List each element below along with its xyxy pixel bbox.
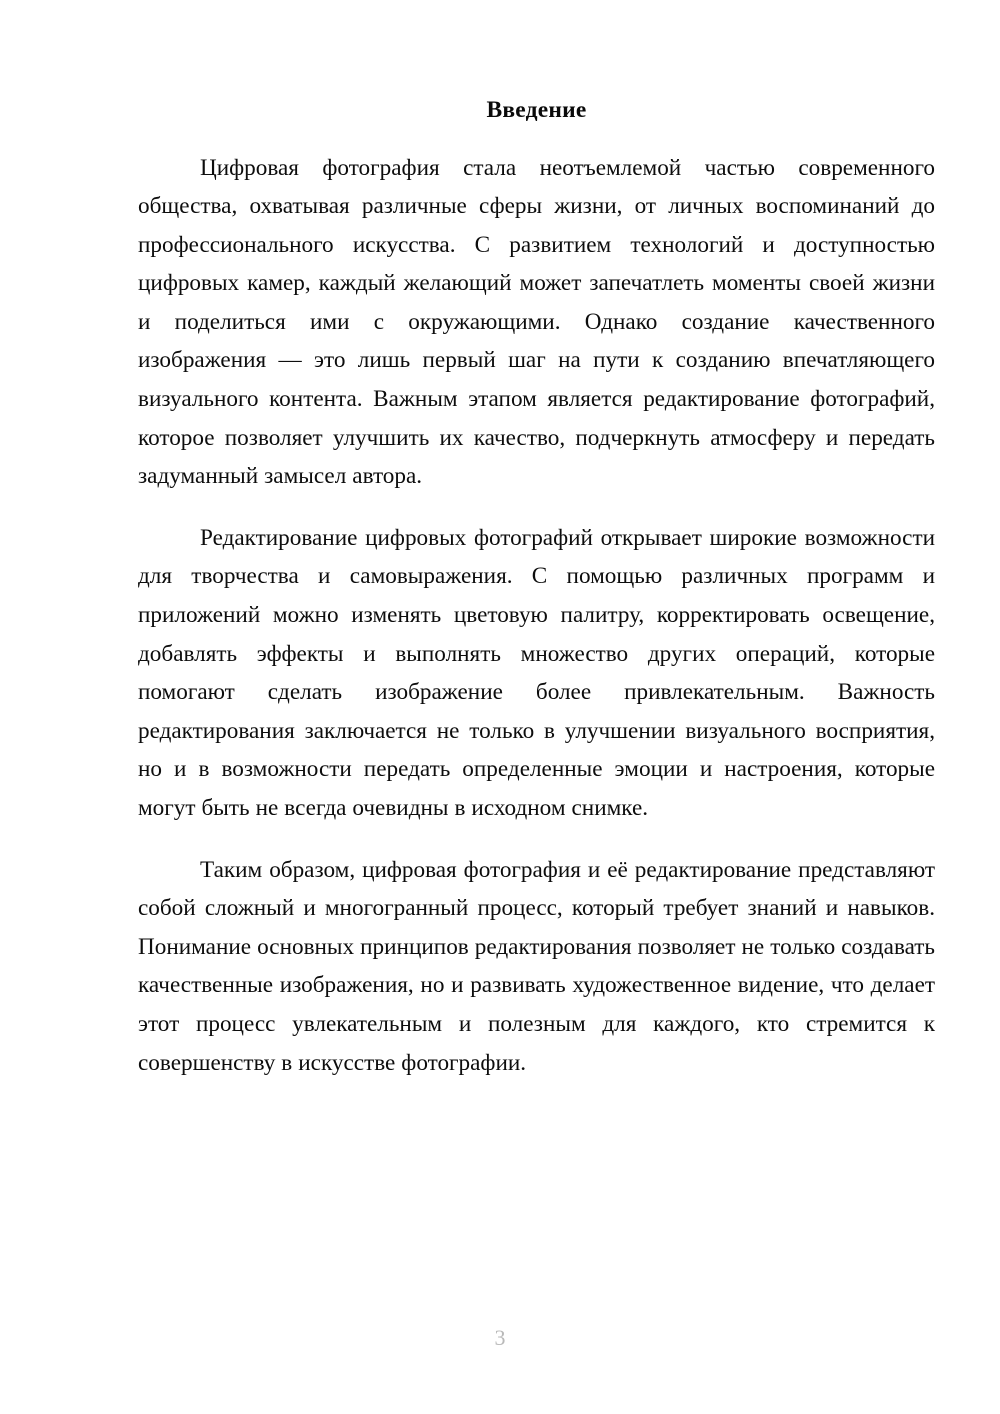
page-title: Введение xyxy=(486,97,587,123)
body-paragraph: Цифровая фотография стала неотъемлемой частью современного общества, охватывая различные сферы жизни, от личных воспоминаний до профессионального искусства. С развитием технологий и доступностью цифровых камер, каждый желающий может запечатлеть моменты своей жизни и поделиться ими с окружающими. Однако создание качественного изображения — это лишь первый шаг на пути к созданию впечатляющего визуального контента. Важным этапом является редактирование фотографий, которое позволяет улучшить их качество, подчеркнуть атмосферу и передать задуманный замысел автора. xyxy=(138,154,935,490)
body-paragraph: Редактирование цифровых фотографий открывает широкие возможности для творчества и самовыражения. С помощью различных программ и приложений можно изменять цветовую палитру, корректировать освещение, добавлять эффекты и выполнять множество других операций, которые помогают сделать изображение более привлекательным. Важность редактирования заключается не только в улучшении визуального восприятия, но и в возможности передать определенные эмоции и настроения, которые могут быть не всегда очевидны в исходном снимке. xyxy=(138,524,935,821)
page-number: 3 xyxy=(494,1325,506,1350)
body-text xyxy=(138,149,935,1083)
body-paragraph: Таким образом, цифровая фотография и её редактирование представляют собой сложный и многогранный процесс, который требует знаний и навыков. Понимание основных принципов редактирования позволяет не только создавать качественные изображения, но и развивать художественное видение, что делает этот процесс увлекательным и полезным для каждого, кто стремится к совершенству в искусстве фотографии. xyxy=(138,856,935,1076)
page-content-area xyxy=(138,0,935,1082)
